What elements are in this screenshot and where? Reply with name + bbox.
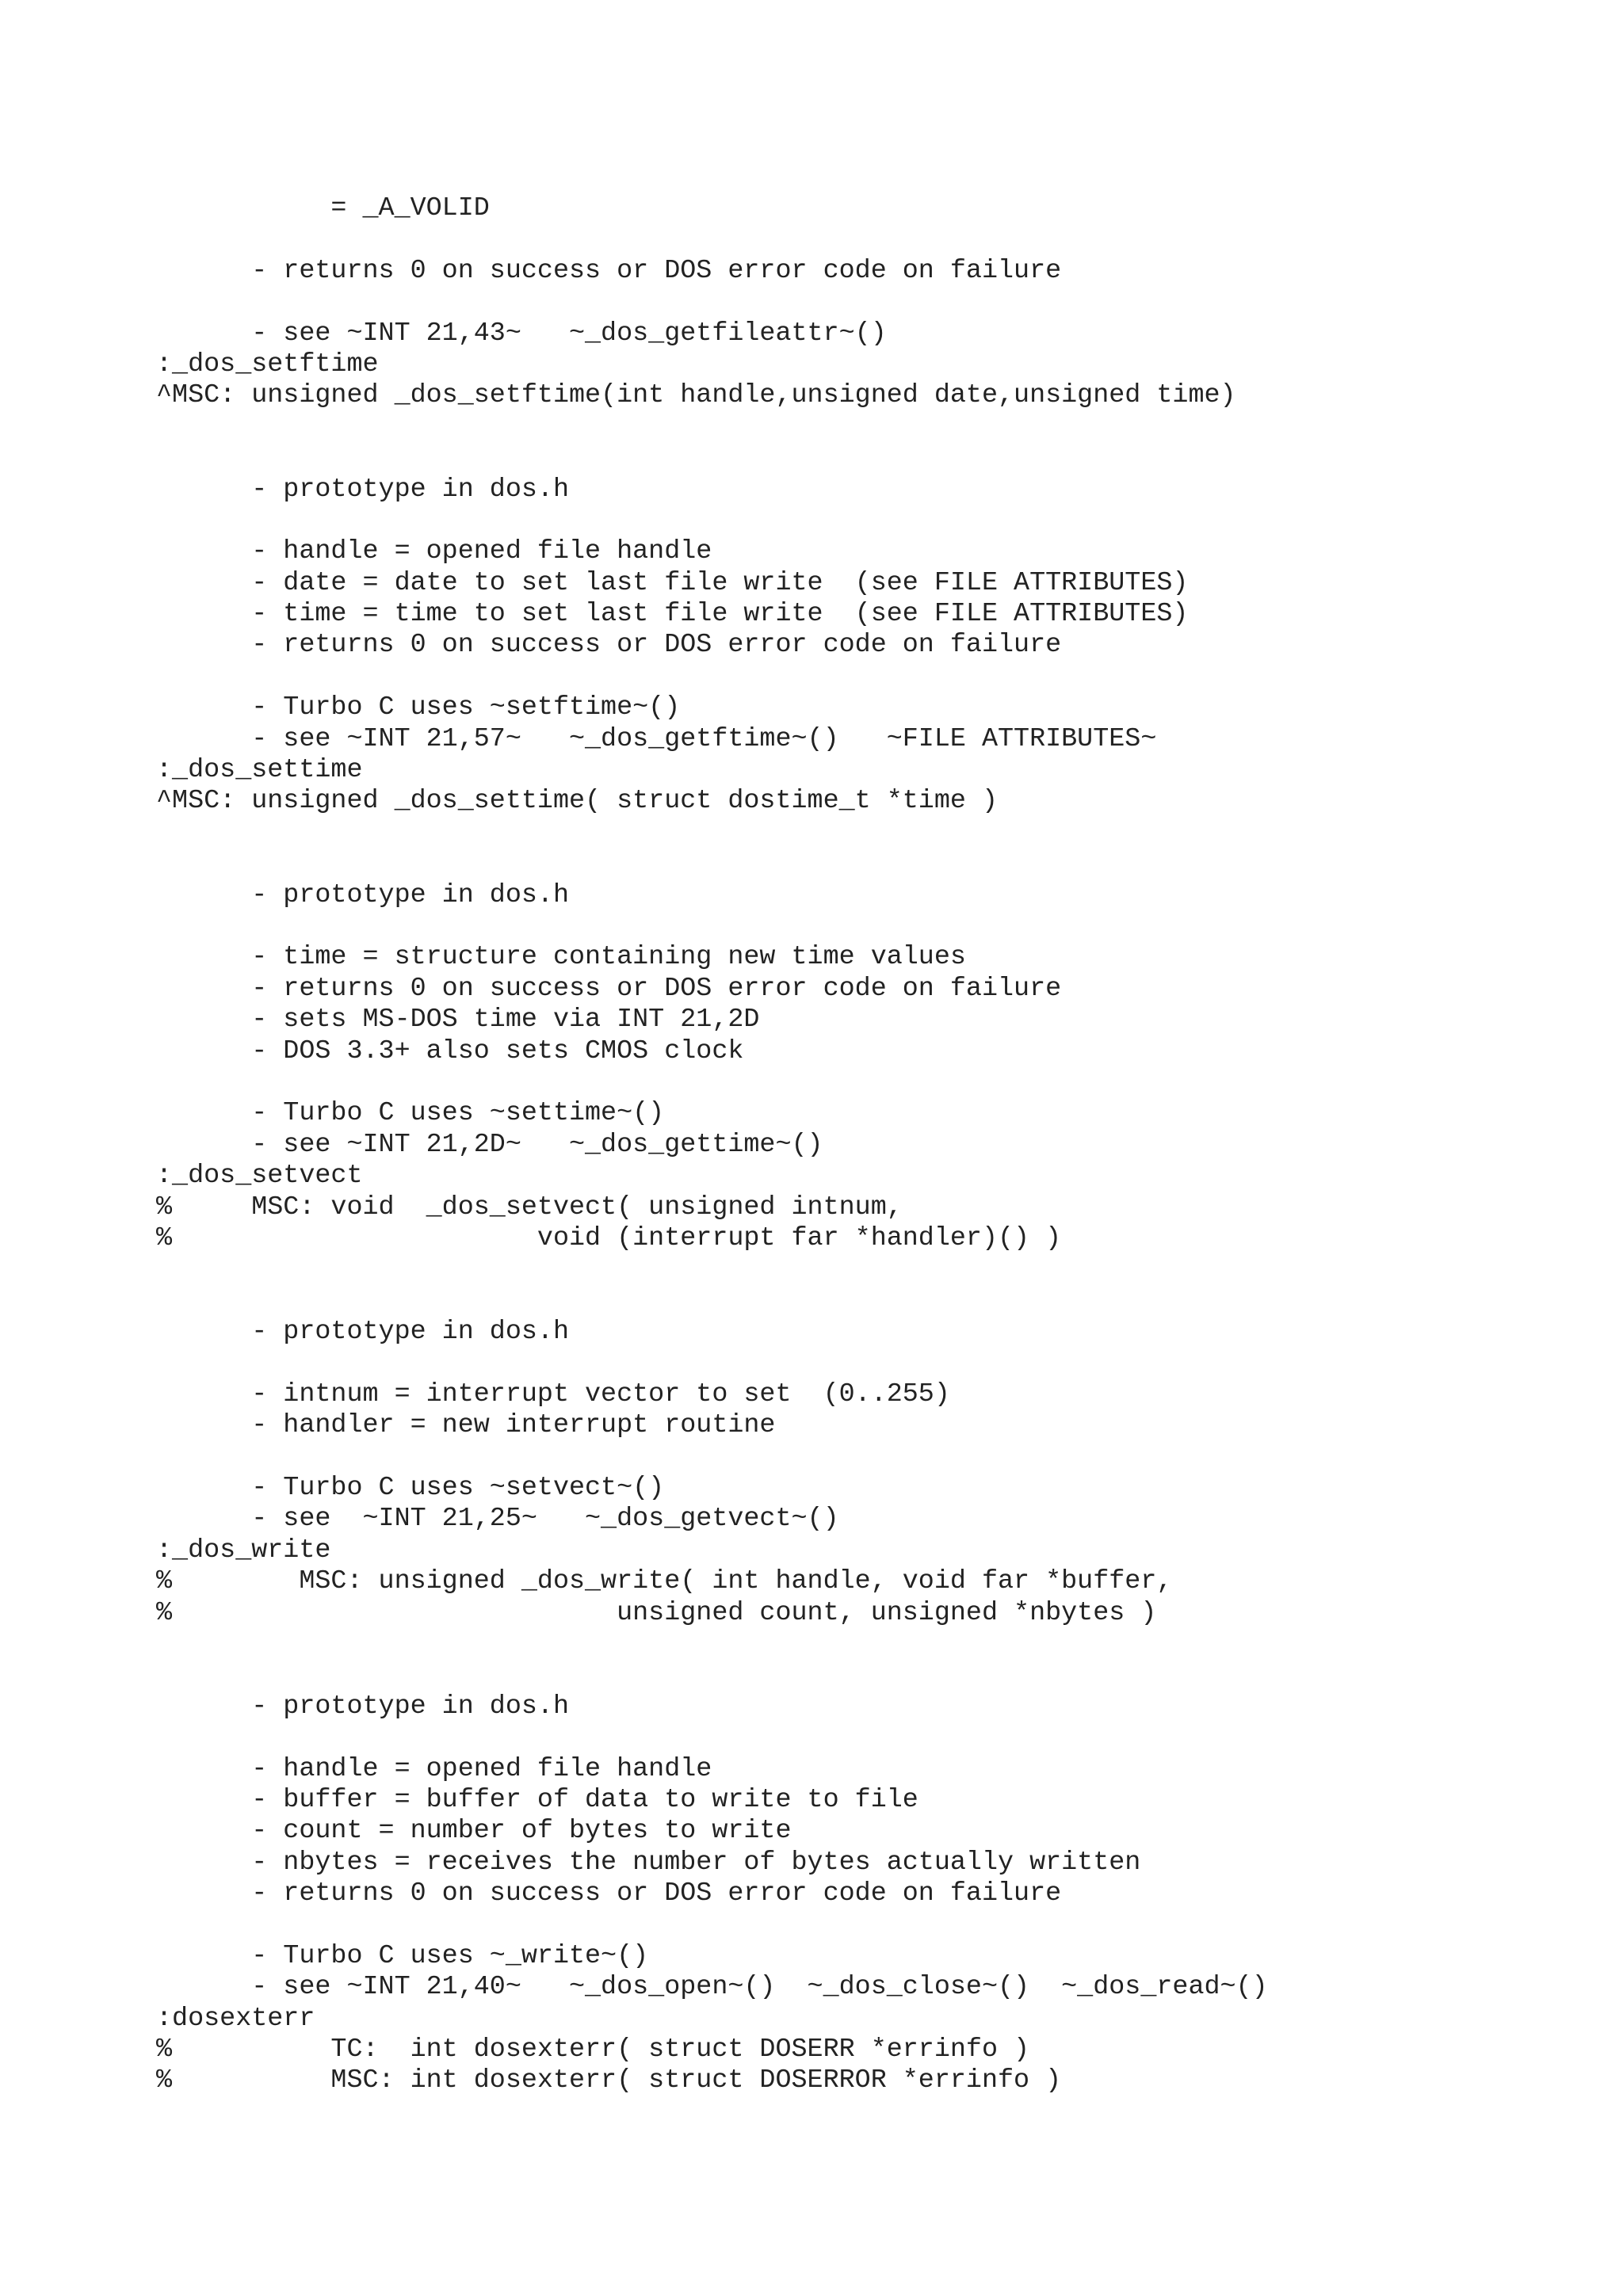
blank-line <box>156 1067 1268 1098</box>
text-line: - returns 0 on success or DOS error code on failure <box>156 630 1062 661</box>
text-line: - intnum = interrupt vector to set (0..255) <box>156 1379 950 1409</box>
blank-line <box>156 1442 1268 1473</box>
text-line: - handle = opened file handle <box>156 1753 712 1784</box>
text-line: - prototype in dos.h <box>156 1691 569 1722</box>
cross-reference-line: - see ~INT 21,2D~ ~_dos_gettime~() <box>156 1129 823 1160</box>
text-line: - returns 0 on success or DOS error code on failure <box>156 973 1062 1004</box>
blank-line <box>156 662 1268 692</box>
blank-line <box>156 443 1268 474</box>
cross-reference-line: - Turbo C uses ~setftime~() <box>156 692 681 723</box>
text-line: - count = number of bytes to write <box>156 1816 792 1847</box>
text-line: - prototype in dos.h <box>156 1317 569 1348</box>
cross-reference-line: - Turbo C uses ~setvect~() <box>156 1473 665 1504</box>
text-line: = _A_VOLID <box>156 193 490 223</box>
text-line: - prototype in dos.h <box>156 474 569 505</box>
text-line: - time = structure containing new time values <box>156 942 966 973</box>
text-line: - date = date to set last file write (see FILE ATTRIBUTES) <box>156 567 1189 598</box>
function-signature: % MSC: unsigned _dos_write( int handle, void far *buffer, <box>156 1566 1173 1597</box>
function-signature: % MSC: void _dos_setvect( unsigned intnum, <box>156 1192 903 1222</box>
text-line: - returns 0 on success or DOS error code on failure <box>156 1878 1062 1909</box>
blank-line <box>156 818 1268 849</box>
function-signature: % MSC: int dosexterr( struct DOSERROR *errinfo ) <box>156 2065 1062 2096</box>
blank-line <box>156 1629 1268 1660</box>
cross-reference-line: - see ~INT 21,57~ ~_dos_getftime~() ~FILE ATTRIBUTES~ <box>156 723 1157 754</box>
text-line: - time = time to set last file write (see FILE ATTRIBUTES) <box>156 599 1189 630</box>
cross-reference-line: - Turbo C uses ~_write~() <box>156 1940 649 1971</box>
function-signature: % void (interrupt far *handler)() ) <box>156 1222 1062 1253</box>
blank-line <box>156 505 1268 536</box>
cross-reference-line: - see ~INT 21,40~ ~_dos_open~() ~_dos_close~() ~_dos_read~() <box>156 1972 1268 2003</box>
blank-line <box>156 911 1268 942</box>
function-signature: % TC: int dosexterr( struct DOSERR *errinfo ) <box>156 2035 1030 2065</box>
topic-heading: :_dos_settime <box>156 755 363 786</box>
text-line: - prototype in dos.h <box>156 879 569 910</box>
topic-heading: :dosexterr <box>156 2003 315 2034</box>
blank-line <box>156 1722 1268 1753</box>
text-line: - sets MS-DOS time via INT 21,2D <box>156 1005 760 1035</box>
function-signature: ^MSC: unsigned _dos_setftime(int handle,unsigned date,unsigned time) <box>156 380 1236 411</box>
blank-line <box>156 1286 1268 1317</box>
blank-line <box>156 224 1268 255</box>
function-signature: ^MSC: unsigned _dos_settime( struct dostime_t *time ) <box>156 786 998 817</box>
text-line: - returns 0 on success or DOS error code on failure <box>156 255 1062 286</box>
text-line: - handler = new interrupt routine <box>156 1410 776 1441</box>
cross-reference-line: - Turbo C uses ~settime~() <box>156 1098 665 1129</box>
blank-line <box>156 1348 1268 1379</box>
blank-line <box>156 1254 1268 1285</box>
topic-heading: :_dos_setvect <box>156 1161 363 1192</box>
cross-reference-line: - see ~INT 21,25~ ~_dos_getvect~() <box>156 1504 839 1535</box>
text-line: - handle = opened file handle <box>156 536 712 567</box>
text-line: - nbytes = receives the number of bytes actually written <box>156 1847 1141 1878</box>
blank-line <box>156 412 1268 443</box>
document-text <box>156 193 1268 2097</box>
function-signature: % unsigned count, unsigned *nbytes ) <box>156 1597 1157 1628</box>
blank-line <box>156 849 1268 879</box>
blank-line <box>156 1660 1268 1691</box>
blank-line <box>156 287 1268 318</box>
topic-heading: :_dos_write <box>156 1535 331 1566</box>
cross-reference-line: - see ~INT 21,43~ ~_dos_getfileattr~() <box>156 318 887 349</box>
blank-line <box>156 1909 1268 1940</box>
topic-heading: :_dos_setftime <box>156 349 379 379</box>
text-line: - buffer = buffer of data to write to file <box>156 1784 918 1815</box>
text-line: - DOS 3.3+ also sets CMOS clock <box>156 1035 744 1066</box>
